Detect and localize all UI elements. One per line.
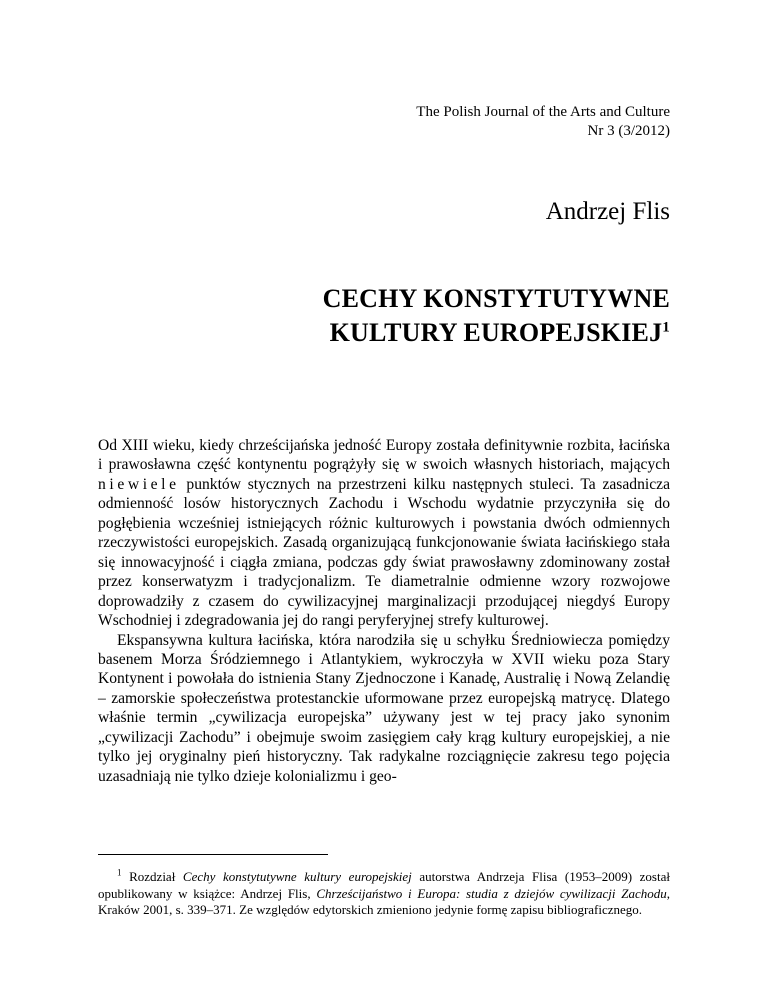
- journal-issue: Nr 3 (3/2012): [587, 123, 670, 139]
- article-body: [98, 436, 670, 786]
- footnote-text-c: , Kraków 2001, s. 339–371. Ze względów edytorskich zmieniono jedynie formę zapisu bibliograficznego.: [98, 885, 670, 917]
- footnote-text-a: Rozdział: [121, 869, 183, 884]
- paragraph-2: Ekspansywna kultura łacińska, która narodziła się u schyłku Średniowiecza pomiędzy basenem Morza Śródziemnego i Atlantykiem, wykroczyła w XVII wieku poza Stary Kontynent i powołała do istnienia Stany Zjednoczone i Kanadę, Australię i Nową Zelandię – zamorskie społeczeństwa protestanckie uformowane przez europejską matrycę. Dlatego właśnie termin „cywilizacja europejska” używany jest w tej pracy jako synonim „cywilizacji Zachodu” i obejmuje swoim zasięgiem cały krąg kultury europejskiej, a nie tylko jej oryginalny pień historyczny. Tak radykalne rozciągnięcie zakresu tego pojęcia uzasadniają nie tylko dzieje kolonializmu i geo-: [98, 631, 670, 785]
- footnote-divider: [98, 854, 328, 855]
- footnote-1: [98, 869, 670, 919]
- paragraph-1-spaced-word: niewiele: [98, 475, 180, 493]
- paragraph-1: [98, 436, 670, 631]
- paragraph-1-text-a: Od XIII wieku, kiedy chrześcijańska jedność Europy została definitywnie rozbita, łacińska i prawosławna część kontynentu pogrążyły się w swoich własnych historiach, mających: [98, 437, 670, 474]
- article-author: Andrzej Flis: [545, 198, 670, 225]
- title-line-1: CECHY KONSTYTUTYWNE: [322, 284, 670, 313]
- footnote-chapter-title: Cechy konstytutywne kultury europejskiej: [182, 869, 412, 884]
- paragraph-1-text-b: punktów stycznych na przestrzeni kilku następnych stuleci. Ta zasadnicza odmienność losów historycznych Zachodu i Wschodu wydatnie przyczyniła się do pogłębienia wcześniej istniejących różnic kulturowych i powstania dwóch odmiennych rzeczywistości europejskich. Zasadą organizującą funkcjonowanie świata łacińskiego stała się innowacyjność i ciągła zmiana, podczas gdy świat prawosławny zdominowany został przez konserwatyzm i tradycjonalizm. Te diametralnie odmienne wzory rozwojowe doprowadziły z czasem do cywilizacyjnej marginalizacji przodującej niegdyś Europy Wschodniej i zdegradowania jej do rangi peryferyjnej strefy kulturowej.: [98, 475, 670, 630]
- footnote-book-title: Chrześcijaństwo i Europa: studia z dziejów cywilizacji Zachodu: [316, 885, 667, 901]
- title-footnote-marker[interactable]: 1: [662, 319, 670, 336]
- footnote-number: 1: [117, 867, 122, 878]
- title-line-2-text: KULTURY EUROPEJSKIEJ: [329, 318, 663, 347]
- journal-header: [416, 103, 670, 141]
- article-title: [323, 282, 670, 350]
- title-line-2: [323, 316, 670, 350]
- footnote-text-b: autorstwa Andrzeja Flisa (1953–2009) został opublikowany w książce: Andrzej Flis,: [98, 869, 670, 901]
- journal-name: The Polish Journal of the Arts and Culture: [416, 104, 670, 120]
